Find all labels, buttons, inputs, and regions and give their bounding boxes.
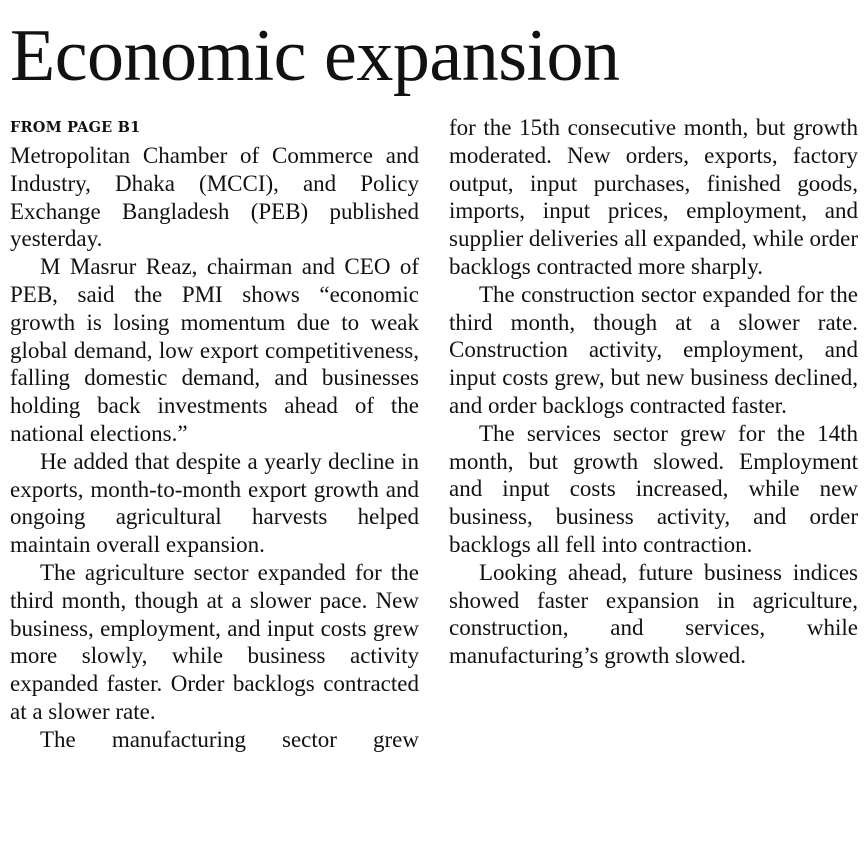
paragraph: The manufacturing sector grew xyxy=(40,726,419,752)
paragraph: The construction sector expanded for the third month, though at a slower rate. Construction activity, employment, and input costs grew, but new business declined, and order backlogs contracted faster. xyxy=(449,281,858,418)
continuation-kicker: FROM PAGE B1 xyxy=(10,119,141,136)
left-column xyxy=(10,114,419,754)
headline: Economic expansion xyxy=(10,15,620,97)
paragraph: Metropolitan Chamber of Commerce and Industry, Dhaka (MCCI), and Policy Exchange Bangladesh (PEB) published yesterday. xyxy=(10,143,419,252)
paragraph: The agriculture sector expanded for the third month, though at a slower pace. New business, employment, and input costs grew more slowly, while business activity expanded faster. Order backlogs contracted at a slower rate. xyxy=(10,559,419,724)
paragraph: Looking ahead, future business indices showed faster expansion in agriculture, construction, and services, while manufacturing’s growth slowed. xyxy=(449,559,858,669)
article-body xyxy=(10,114,858,754)
right-column xyxy=(449,114,858,754)
paragraph: The services sector grew for the 14th month, but growth slowed. Employment and input costs increased, while new business, business activity, and order backlogs all fell into contraction. xyxy=(449,420,858,557)
paragraph: for the 15th consecutive month, but growth moderated. New orders, exports, factory output, input purchases, finished goods, imports, input prices, employment, and supplier deliveries all expanded, while order backlogs contracted more sharply. xyxy=(449,115,858,279)
paragraph: M Masrur Reaz, chairman and CEO of PEB, said the PMI shows “economic growth is losing momentum due to weak global demand, low export competitiveness, falling domestic demand, and businesses holding back investments ahead of the national elections.” xyxy=(10,254,419,446)
paragraph: He added that despite a yearly decline in exports, month-to-month export growth and ongoing agricultural harvests helped maintain overall expansion. xyxy=(10,448,419,558)
